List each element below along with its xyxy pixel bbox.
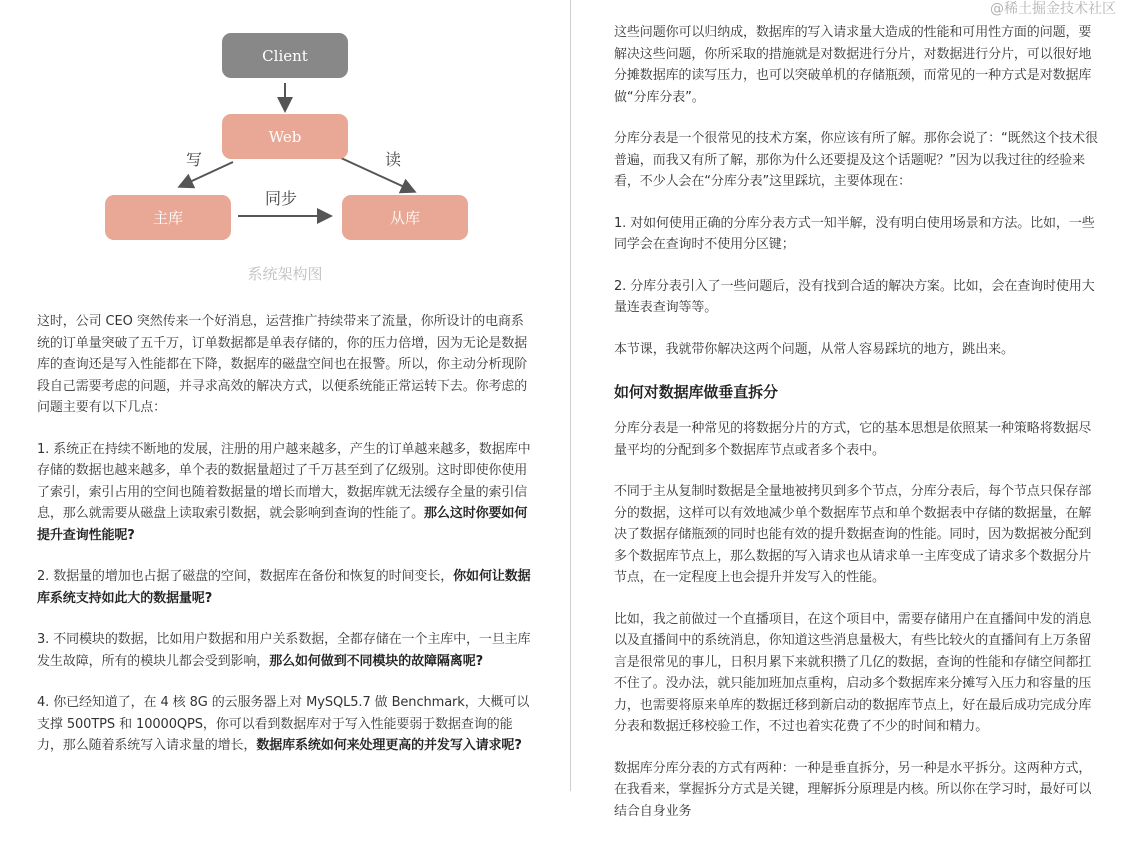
text-segment: 这些问题你可以归纳成，数据库的写入请求量大造成的性能和可用性方面的问题，要解决这些问题，你所采取的措施就是对数据进行分片，对数据进行分片，可以很好地分摊数据库的读写压力，也可以突破单机的存储瓶颈，而常见的一种方式是对数据库做“分库分表”。 [614, 25, 1092, 105]
arrow-read [341, 158, 413, 191]
paragraph [37, 629, 533, 672]
paragraph [614, 758, 1104, 823]
client-node: Client [222, 33, 348, 78]
text-segment: 这时，公司 CEO 突然传来一个好消息，运营推广持续带来了流量，你所设计的电商系统的订单量突破了五千万，订单数据都是单表存储的，你的压力倍增，因为无论是数据库的查询还是写入性能都在下降，数据库的磁盘空间也在报警。所以，你主动分析现阶段自己需要考虑的问题，并寻求高效的解决方式，以便系统能正常运转下去。你考虑的问题主要有以下几点： [37, 314, 528, 415]
page-divider [570, 0, 571, 791]
text-segment: 本节课，我就带你解决这两个问题，从常人容易踩坑的地方，跳出来。 [614, 341, 1014, 357]
right-page-text [614, 22, 1104, 842]
bold-question: 那么这时你要如何提升查询性能呢? [37, 506, 528, 543]
text-segment: 1. 对如何使用正确的分库分表方式一知半解，没有明白使用场景和方法。比如，一些同学会在查询时不使用分区键； [614, 215, 1095, 252]
watermark: @稀土掘金技术社区 [990, 1, 1116, 17]
paragraph [614, 276, 1104, 319]
text-segment: 4. 你已经知道了，在 4 核 8G 的云服务器上对 MySQL5.7 做 Benchmark，大概可以支撑 500TPS 和 10000QPS，你可以看到数据库对于写入性能要弱于数据查询的能力，那么随着系统写入请求量的增长， [37, 695, 530, 753]
bold-question: 你如何让数据库系统支持如此大的数据量呢? [37, 569, 531, 606]
text-segment: 不同于主从复制时数据是全量地被拷贝到多个节点，分库分表后，每个节点只保存部分的数据，这样可以有效地减少单个数据库节点和单个数据表中存储的数据量，在解决了数据存储瓶颈的同时也能有效的提升数据查询的性能。同时，因为数据被分配到多个数据库节点上，那么数据的写入请求也从请求单一主库变成了请求多个数据分片节点，在一定程度上也会提升并发写入的性能。 [614, 484, 1092, 585]
paragraph [37, 692, 533, 757]
architecture-diagram [95, 25, 480, 290]
read-label: 读 [385, 150, 402, 169]
bold-question: 那么如何做到不同模块的故障隔离呢? [269, 653, 484, 669]
paragraph [614, 213, 1104, 256]
paragraph [614, 22, 1104, 108]
text-segment: 数据库分库分表的方式有两种：一种是垂直拆分，另一种是水平拆分。这两种方式，在我看来，掌握拆分方式是关键，理解拆分原理是内核。所以你在学习时，最好可以结合自身业务 [614, 760, 1092, 819]
bold-question: 数据库系统如何来处理更高的并发写入请求呢? [256, 738, 522, 753]
text-segment: 2. 分库分表引入了一些问题后，没有找到合适的解决方案。比如，会在查询时使用大量连表查询等等。 [614, 278, 1095, 315]
web-node: Web [222, 114, 348, 159]
diagram-caption: 系统架构图 [247, 265, 323, 283]
paragraph [37, 566, 533, 609]
text-segment: 3. 不同模块的数据，比如用户数据和用户关系数据，全都存储在一个主库中，一旦主库发生故障，所有的模块儿都会受到影响， [37, 632, 531, 669]
text-segment: 分库分表是一个很常见的技术方案，你应该有所了解。那你会说了：“既然这个技术很普遍，而我又有所了解，那你为什么还要提及这个话题呢？”因为以我过往的经验来看，不少人会在“分库分表”这里踩坑，主要体现在： [614, 131, 1098, 189]
paragraph [37, 311, 533, 419]
paragraph [614, 128, 1104, 193]
paragraph [614, 418, 1104, 461]
text-segment: 2. 数据量的增加也占据了磁盘的空间，数据库在备份和恢复的时间变长， [37, 569, 454, 584]
text-segment: 1. 系统正在持续不断地的发展，注册的用户越来越多，产生的订单越来越多，数据库中存储的数据也越来越多，单个表的数据量超过了千万甚至到了亿级别。这时即使你使用了索引，索引占用的空间也随着数据量的增长而增大，数据库就无法缓存全量的索引信息，那么就需要从磁盘上读取索引数据，就会影响到查询的性能了。 [37, 441, 531, 521]
paragraph [614, 481, 1104, 589]
slave-db-node: 从库 [342, 195, 468, 240]
paragraph [614, 339, 1104, 361]
text-segment: 分库分表是一种常见的将数据分片的方式，它的基本思想是依照某一种策略将数据尽量平均的分配到多个数据库节点或者多个表中。 [614, 421, 1092, 458]
section-heading [614, 380, 1104, 404]
text-segment: 比如，我之前做过一个直播项目，在这个项目中，需要存储用户在直播间中发的消息以及直播间中的系统消息，你知道这些消息量极大，有些比较火的直播间有上万条留言是很常见的事儿，日积月累下来就积攒了几亿的数据，查询的性能和存储空间都扛不住了。没办法，就只能加班加点重构，启动多个数据库来分摊写入压力和容量的压力，也需要将原来单库的数据迁移到新启动的数据库节点上，好在最后成功完成分库分表和数据迁移校验工作，不过也着实花费了不少的时间和精力。 [614, 611, 1092, 734]
left-page-text [37, 311, 533, 777]
master-db-node: 主库 [105, 195, 231, 240]
write-label: 写 [186, 150, 203, 169]
text-segment: 如何对数据库做垂直拆分 [614, 383, 778, 401]
paragraph [37, 439, 533, 547]
paragraph [614, 609, 1104, 738]
sync-label: 同步 [265, 189, 298, 208]
